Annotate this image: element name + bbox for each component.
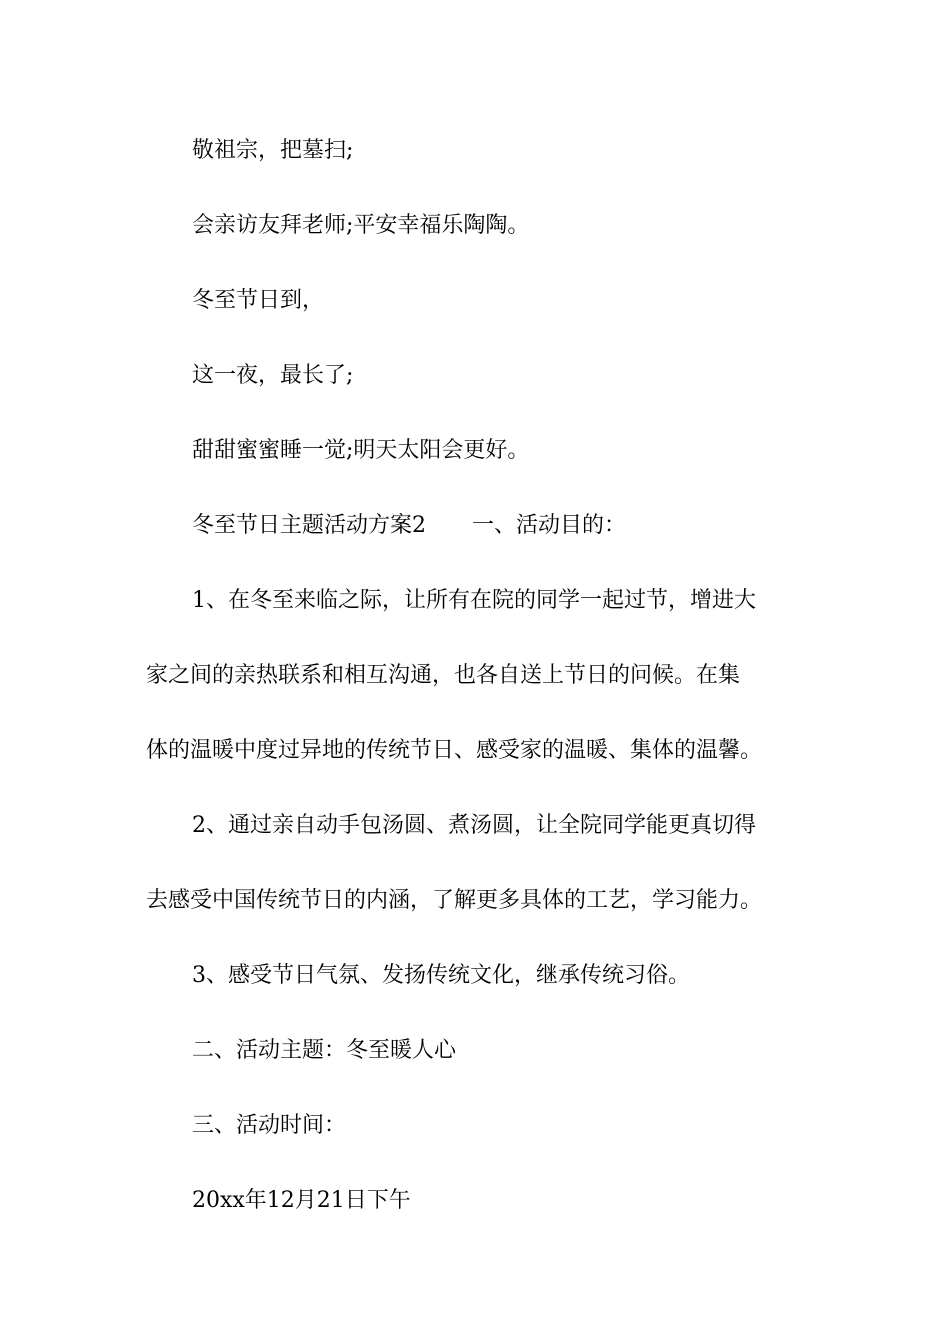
paragraph-2-line-2: 去感受中国传统节日的内涵，了解更多具体的工艺，学习能力。	[146, 888, 763, 913]
section-heading-theme: 二、活动主题：冬至暖人心	[192, 1038, 457, 1063]
document-title: 冬至节日主题活动方案2	[192, 513, 426, 538]
poem-line-3: 冬至节日到，	[192, 288, 325, 313]
event-date: 20xx年12月21日下午	[192, 1188, 411, 1213]
poem-line-5: 甜甜蜜蜜睡一觉;明天太阳会更好。	[192, 438, 530, 463]
paragraph-1-line-1: 1、在冬至来临之际，让所有在院的同学一起过节，增进大	[192, 588, 756, 613]
section-heading-purpose: 一、活动目的：	[472, 513, 627, 538]
paragraph-2-line-1: 2、通过亲自动手包汤圆、煮汤圆，让全院同学能更真切得	[192, 813, 756, 838]
paragraph-1-line-2: 家之间的亲热联系和相互沟通，也各自送上节日的问候。在集	[146, 663, 741, 688]
paragraph-3: 3、感受节日气氛、发扬传统文化，继承传统习俗。	[192, 963, 690, 988]
poem-line-2: 会亲访友拜老师;平安幸福乐陶陶。	[192, 213, 530, 238]
poem-line-1: 敬祖宗，把墓扫;	[192, 138, 354, 163]
section-heading-time: 三、活动时间：	[192, 1113, 347, 1138]
paragraph-1-line-3: 体的温暖中度过异地的传统节日、感受家的温暖、集体的温馨。	[146, 738, 763, 763]
poem-line-4: 这一夜，最长了;	[192, 363, 354, 388]
section-heading-line	[192, 511, 626, 541]
